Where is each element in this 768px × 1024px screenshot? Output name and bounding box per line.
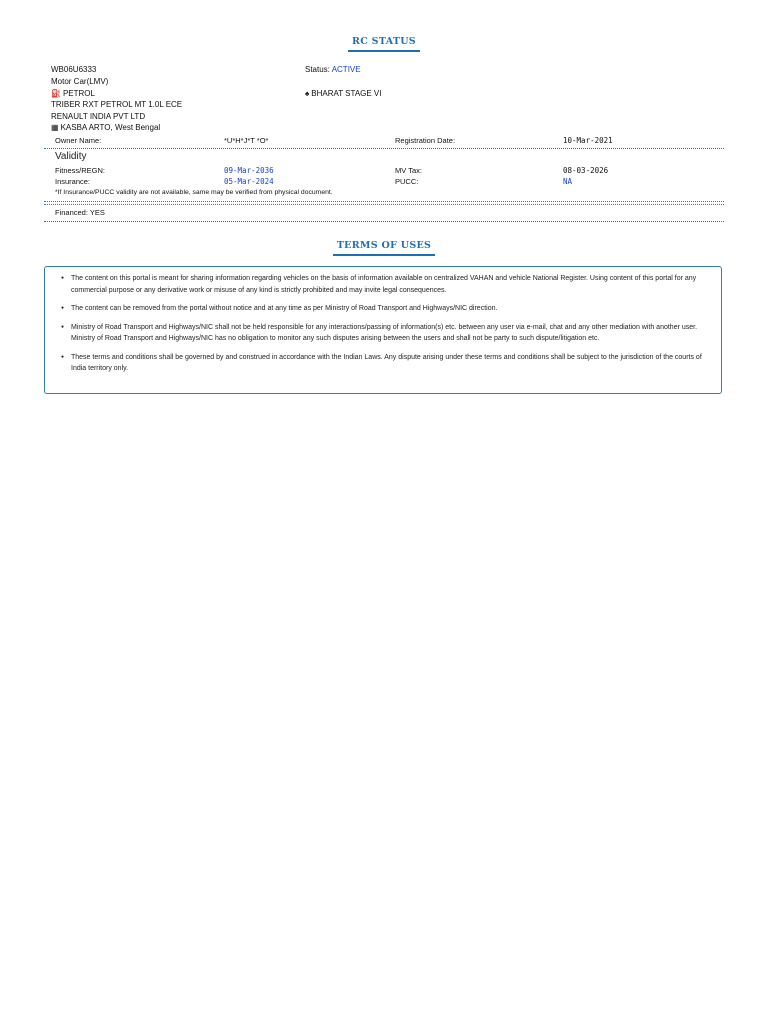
fitness-value: 09-Mar-2036	[224, 166, 274, 175]
status-badge: ACTIVE	[331, 65, 361, 74]
terms-box	[44, 266, 722, 394]
terms-item: ● The content can be removed from the portal without notice and at any time as per Ministry of Road Transport and Highways/NIC direction.	[63, 303, 709, 315]
divider	[44, 148, 724, 149]
divider	[44, 221, 724, 222]
pucc-label: PUCC:	[395, 177, 419, 186]
fuel-type	[51, 89, 95, 99]
terms-title: TERMS OF USES	[333, 240, 435, 256]
fuel-type-value: PETROL	[62, 89, 95, 98]
registration-date-label: Registration Date:	[395, 136, 456, 145]
divider	[44, 204, 724, 205]
terms-item: ● Ministry of Road Transport and Highways/NIC shall not be held responsible for any interactions/passing of information(s) etc. between any user via e-mail, chat and any other mediation with another user. Ministry of Road Transport and Highways/NIC has no obligation to monitor any such disputes arising between the users and shall not be party to such dispute/litigation etc.	[63, 322, 709, 345]
mv-tax-label: MV Tax:	[395, 166, 422, 175]
terms-list	[53, 273, 709, 375]
status-label: Status:	[305, 65, 330, 74]
rc-status-title: RC STATUS	[348, 36, 420, 52]
fitness-label: Fitness/REGN:	[55, 166, 106, 175]
validity-heading: Validity	[55, 151, 87, 162]
emission-norm-value: BHARAT STAGE VI	[311, 89, 382, 98]
status-row	[305, 65, 361, 75]
vehicle-model: TRIBER RXT PETROL MT 1.0L ECE	[51, 100, 183, 109]
terms-item: ● These terms and conditions shall be governed by and construed in accordance with the Indian Laws. Any dispute arising under these terms and conditions shall be subject to the jurisdiction of the courts of India territory only.	[63, 352, 709, 375]
registration-date-value: 10-Mar-2021	[563, 136, 613, 145]
insurance-value: 05-Mar-2024	[224, 177, 274, 186]
financed-status: Financed: YES	[55, 208, 105, 217]
building-icon: ▦	[51, 123, 59, 132]
mv-tax-value: 08-03-2026	[563, 166, 609, 175]
owner-name-label: Owner Name:	[55, 136, 102, 145]
owner-name-value: *U*H*J*T *O*	[224, 136, 269, 145]
rto-office-value: KASBA ARTO, West Bengal	[60, 123, 161, 132]
rc-status-heading	[44, 36, 724, 52]
vehicle-maker: RENAULT INDIA PVT LTD	[51, 112, 146, 121]
vehicle-class: Motor Car(LMV)	[51, 77, 109, 86]
rto-office	[51, 123, 160, 133]
leaf-icon: ♠	[305, 89, 310, 98]
fuel-pump-icon: ⛽	[51, 89, 61, 98]
insurance-label: Insurance:	[55, 177, 91, 186]
terms-heading	[44, 240, 724, 256]
divider	[44, 201, 724, 202]
emission-norm	[305, 89, 382, 99]
terms-item: ● The content on this portal is meant for sharing information regarding vehicles on the basis of information available on centralized VAHAN and vehicle National Register. Using content of this portal for any commercial purpose or any derivative work or misuse of any kind is strictly prohibited and may invite legal consequences.	[63, 273, 709, 296]
registration-number: WB06U6333	[51, 65, 97, 74]
validity-note: *If Insurance/PUCC validity are not available, same may be verified from physical document.	[55, 189, 333, 196]
pucc-value: NA	[563, 177, 573, 186]
